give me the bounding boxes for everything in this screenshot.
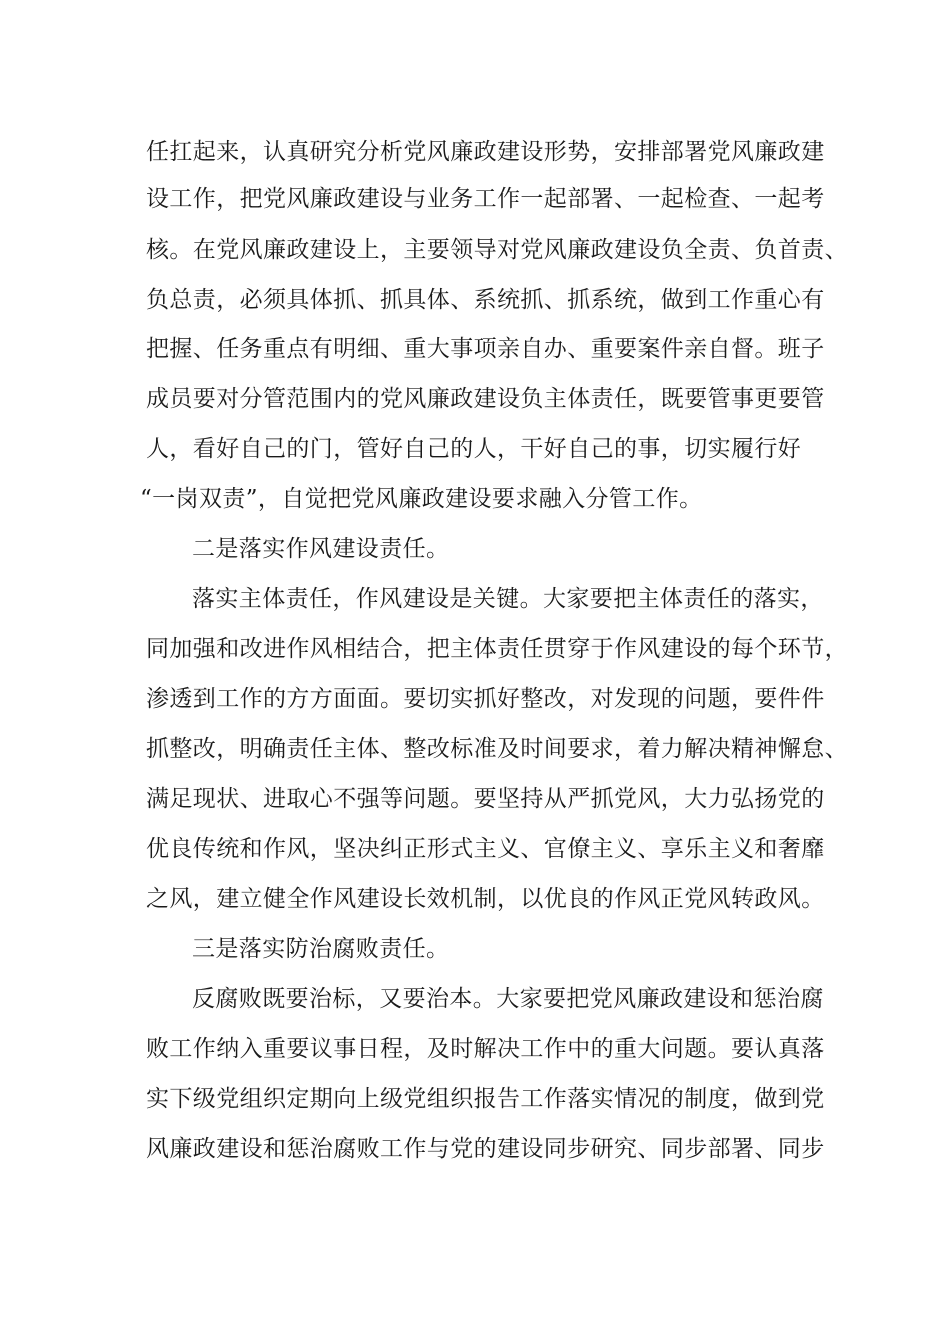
paragraph-line: 实下级党组织定期向上级党组织报告工作落实情况的制度，做到党: [146, 1086, 825, 1112]
paragraph-line: 优良传统和作风，坚决纠正形式主义、官僚主义、享乐主义和奢靡: [146, 836, 825, 862]
paragraph-line: 落实主体责任，作风建设是关键。大家要把主体责任的落实，: [192, 586, 824, 612]
paragraph-line: 任扛起来，认真研究分析党风廉政建设形势，安排部署党风廉政建: [146, 139, 825, 165]
paragraph-line: 满足现状、进取心不强等问题。要坚持从严抓党风，大力弘扬党的: [146, 786, 825, 812]
section-heading: 二是落实作风建设责任。: [192, 536, 450, 562]
paragraph-line: 设工作，把党风廉政建设与业务工作一起部署、一起检查、一起考: [146, 186, 825, 212]
paragraph-line: 负总责，必须具体抓、抓具体、系统抓、抓系统，做到工作重心有: [146, 287, 825, 313]
section-heading: 三是落实防治腐败责任。: [192, 936, 450, 962]
paragraph-line: 反腐败既要治标，又要治本。大家要把党风廉政建设和惩治腐: [192, 986, 824, 1012]
paragraph-line: “一岗双责”，自觉把党风廉政建设要求融入分管工作。: [140, 486, 703, 512]
paragraph-line: 核。在党风廉政建设上，主要领导对党风廉政建设负全责、负首责、: [146, 237, 848, 263]
paragraph-line: 败工作纳入重要议事日程，及时解决工作中的重大问题。要认真落: [146, 1036, 825, 1062]
paragraph-line: 成员要对分管范围内的党风廉政建设负主体责任，既要管事更要管: [146, 386, 825, 412]
paragraph-line: 之风，建立健全作风建设长效机制，以优良的作风正党风转政风。: [146, 886, 825, 912]
paragraph-line: 人，看好自己的门，管好自己的人，干好自己的事，切实履行好: [146, 436, 802, 462]
paragraph-line: 抓整改，明确责任主体、整改标准及时间要求，着力解决精神懈怠、: [146, 736, 848, 762]
paragraph-line: 渗透到工作的方方面面。要切实抓好整改，对发现的问题，要件件: [146, 686, 825, 712]
paragraph-line: 把握、任务重点有明细、重大事项亲自办、重要案件亲自督。班子: [146, 336, 825, 362]
paragraph-line: 风廉政建设和惩治腐败工作与党的建设同步研究、同步部署、同步: [146, 1136, 825, 1162]
paragraph-line: 同加强和改进作风相结合，把主体责任贯穿于作风建设的每个环节，: [146, 636, 848, 662]
